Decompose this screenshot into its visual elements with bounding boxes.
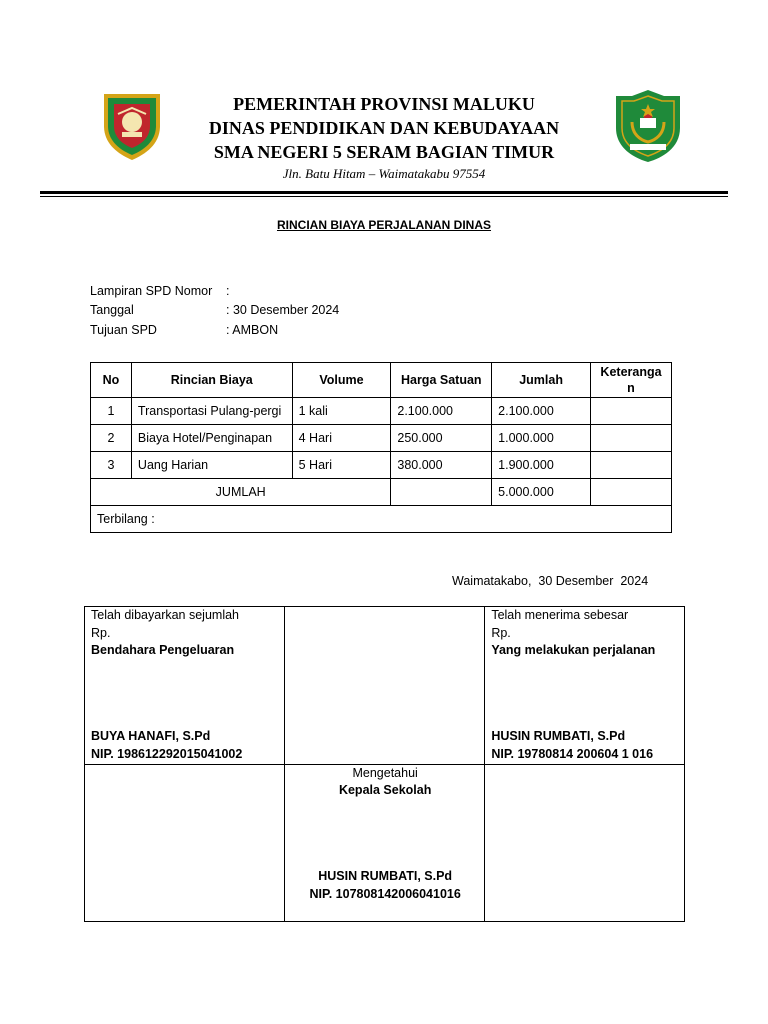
traveler-name: HUSIN RUMBATI, S.Pd	[491, 729, 626, 743]
signature-cell-empty-left	[85, 765, 285, 922]
cell-no: 2	[91, 425, 132, 452]
signature-cell-traveler	[485, 607, 685, 765]
header-harga: Harga Satuan	[391, 363, 492, 398]
table-row	[91, 452, 672, 479]
header-volume: Volume	[292, 363, 391, 398]
signature-cell-empty-right	[485, 765, 685, 922]
principal-role: Kepala Sekolah	[338, 783, 432, 797]
signature-table	[84, 606, 685, 922]
principal-acknowledge: Mengetahui	[352, 766, 418, 780]
header-keterangan-part2: n	[627, 381, 635, 395]
total-label: JUMLAH	[91, 479, 391, 506]
terbilang-label: Terbilang :	[91, 506, 672, 533]
cell-keterangan	[590, 452, 671, 479]
cell-no: 1	[91, 398, 132, 425]
treasurer-paid-text: Telah dibayarkan sejumlah	[91, 608, 240, 622]
cell-keterangan	[590, 398, 671, 425]
treasurer-name: BUYA HANAFI, S.Pd	[91, 729, 211, 743]
cell-jumlah: 1.000.000	[492, 425, 591, 452]
cell-jumlah: 2.100.000	[492, 398, 591, 425]
info-value-destination: : AMBON	[226, 323, 279, 337]
cell-rincian: Uang Harian	[131, 452, 292, 479]
header-divider-thick	[40, 191, 728, 194]
traveler-role: Yang melakukan perjalanan	[491, 643, 656, 657]
table-row	[91, 398, 672, 425]
traveler-rp: Rp.	[491, 626, 511, 640]
document-title: RINCIAN BIAYA PERJALANAN DINAS	[276, 218, 492, 232]
cell-rincian: Transportasi Pulang-pergi	[131, 398, 292, 425]
signature-cell-treasurer	[85, 607, 285, 765]
cell-rincian: Biaya Hotel/Penginapan	[131, 425, 292, 452]
cell-harga: 250.000	[391, 425, 492, 452]
info-label-destination: Tujuan SPD	[90, 323, 157, 337]
cell-volume: 1 kali	[292, 398, 391, 425]
info-value-spd-number: :	[226, 284, 230, 298]
total-value: 5.000.000	[492, 479, 591, 506]
cell-harga: 380.000	[391, 452, 492, 479]
header-keterangan	[590, 363, 671, 398]
info-label-date: Tanggal	[90, 303, 134, 317]
header-divider-thin	[40, 196, 728, 197]
place-date: Waimatakabo, 30 Desember 2024	[452, 574, 649, 588]
treasurer-rp: Rp.	[91, 626, 111, 640]
info-value-date: : 30 Desember 2024	[226, 303, 340, 317]
signature-row-top	[85, 607, 685, 765]
header-school: SMA NEGERI 5 SERAM BAGIAN TIMUR	[213, 142, 555, 162]
info-label-spd-number: Lampiran SPD Nomor	[90, 284, 213, 298]
traveler-received-text: Telah menerima sebesar	[491, 608, 629, 622]
header-address: Jln. Batu Hitam – Waimatakabu 97554	[282, 166, 486, 181]
principal-name: HUSIN RUMBATI, S.Pd	[318, 869, 453, 883]
header-government: PEMERINTAH PROVINSI MALUKU	[233, 94, 535, 114]
total-keterangan-cell	[590, 479, 671, 506]
header-rincian: Rincian Biaya	[131, 363, 292, 398]
treasurer-nip: NIP. 198612292015041002	[91, 747, 243, 761]
table-header-row	[91, 363, 672, 398]
cell-harga: 2.100.000	[391, 398, 492, 425]
cell-jumlah: 1.900.000	[492, 452, 591, 479]
cell-volume: 4 Hari	[292, 425, 391, 452]
treasurer-role: Bendahara Pengeluaran	[91, 643, 235, 657]
cell-volume: 5 Hari	[292, 452, 391, 479]
signature-cell-empty-top	[284, 607, 485, 765]
header-department: DINAS PENDIDIKAN DAN KEBUDAYAAN	[208, 118, 560, 138]
cell-keterangan	[590, 425, 671, 452]
header-jumlah: Jumlah	[492, 363, 591, 398]
traveler-nip: NIP. 19780814 200604 1 016	[491, 747, 654, 761]
header-no: No	[91, 363, 132, 398]
table-row	[91, 425, 672, 452]
table-terbilang-row	[91, 506, 672, 533]
cost-table	[90, 362, 672, 533]
principal-nip: NIP. 107808142006041016	[309, 887, 461, 901]
header-keterangan-part1: Keteranga	[600, 365, 662, 379]
cell-no: 3	[91, 452, 132, 479]
table-total-row	[91, 479, 672, 506]
signature-row-bottom	[85, 765, 685, 922]
signature-cell-principal	[284, 765, 485, 922]
total-empty-cell	[391, 479, 492, 506]
